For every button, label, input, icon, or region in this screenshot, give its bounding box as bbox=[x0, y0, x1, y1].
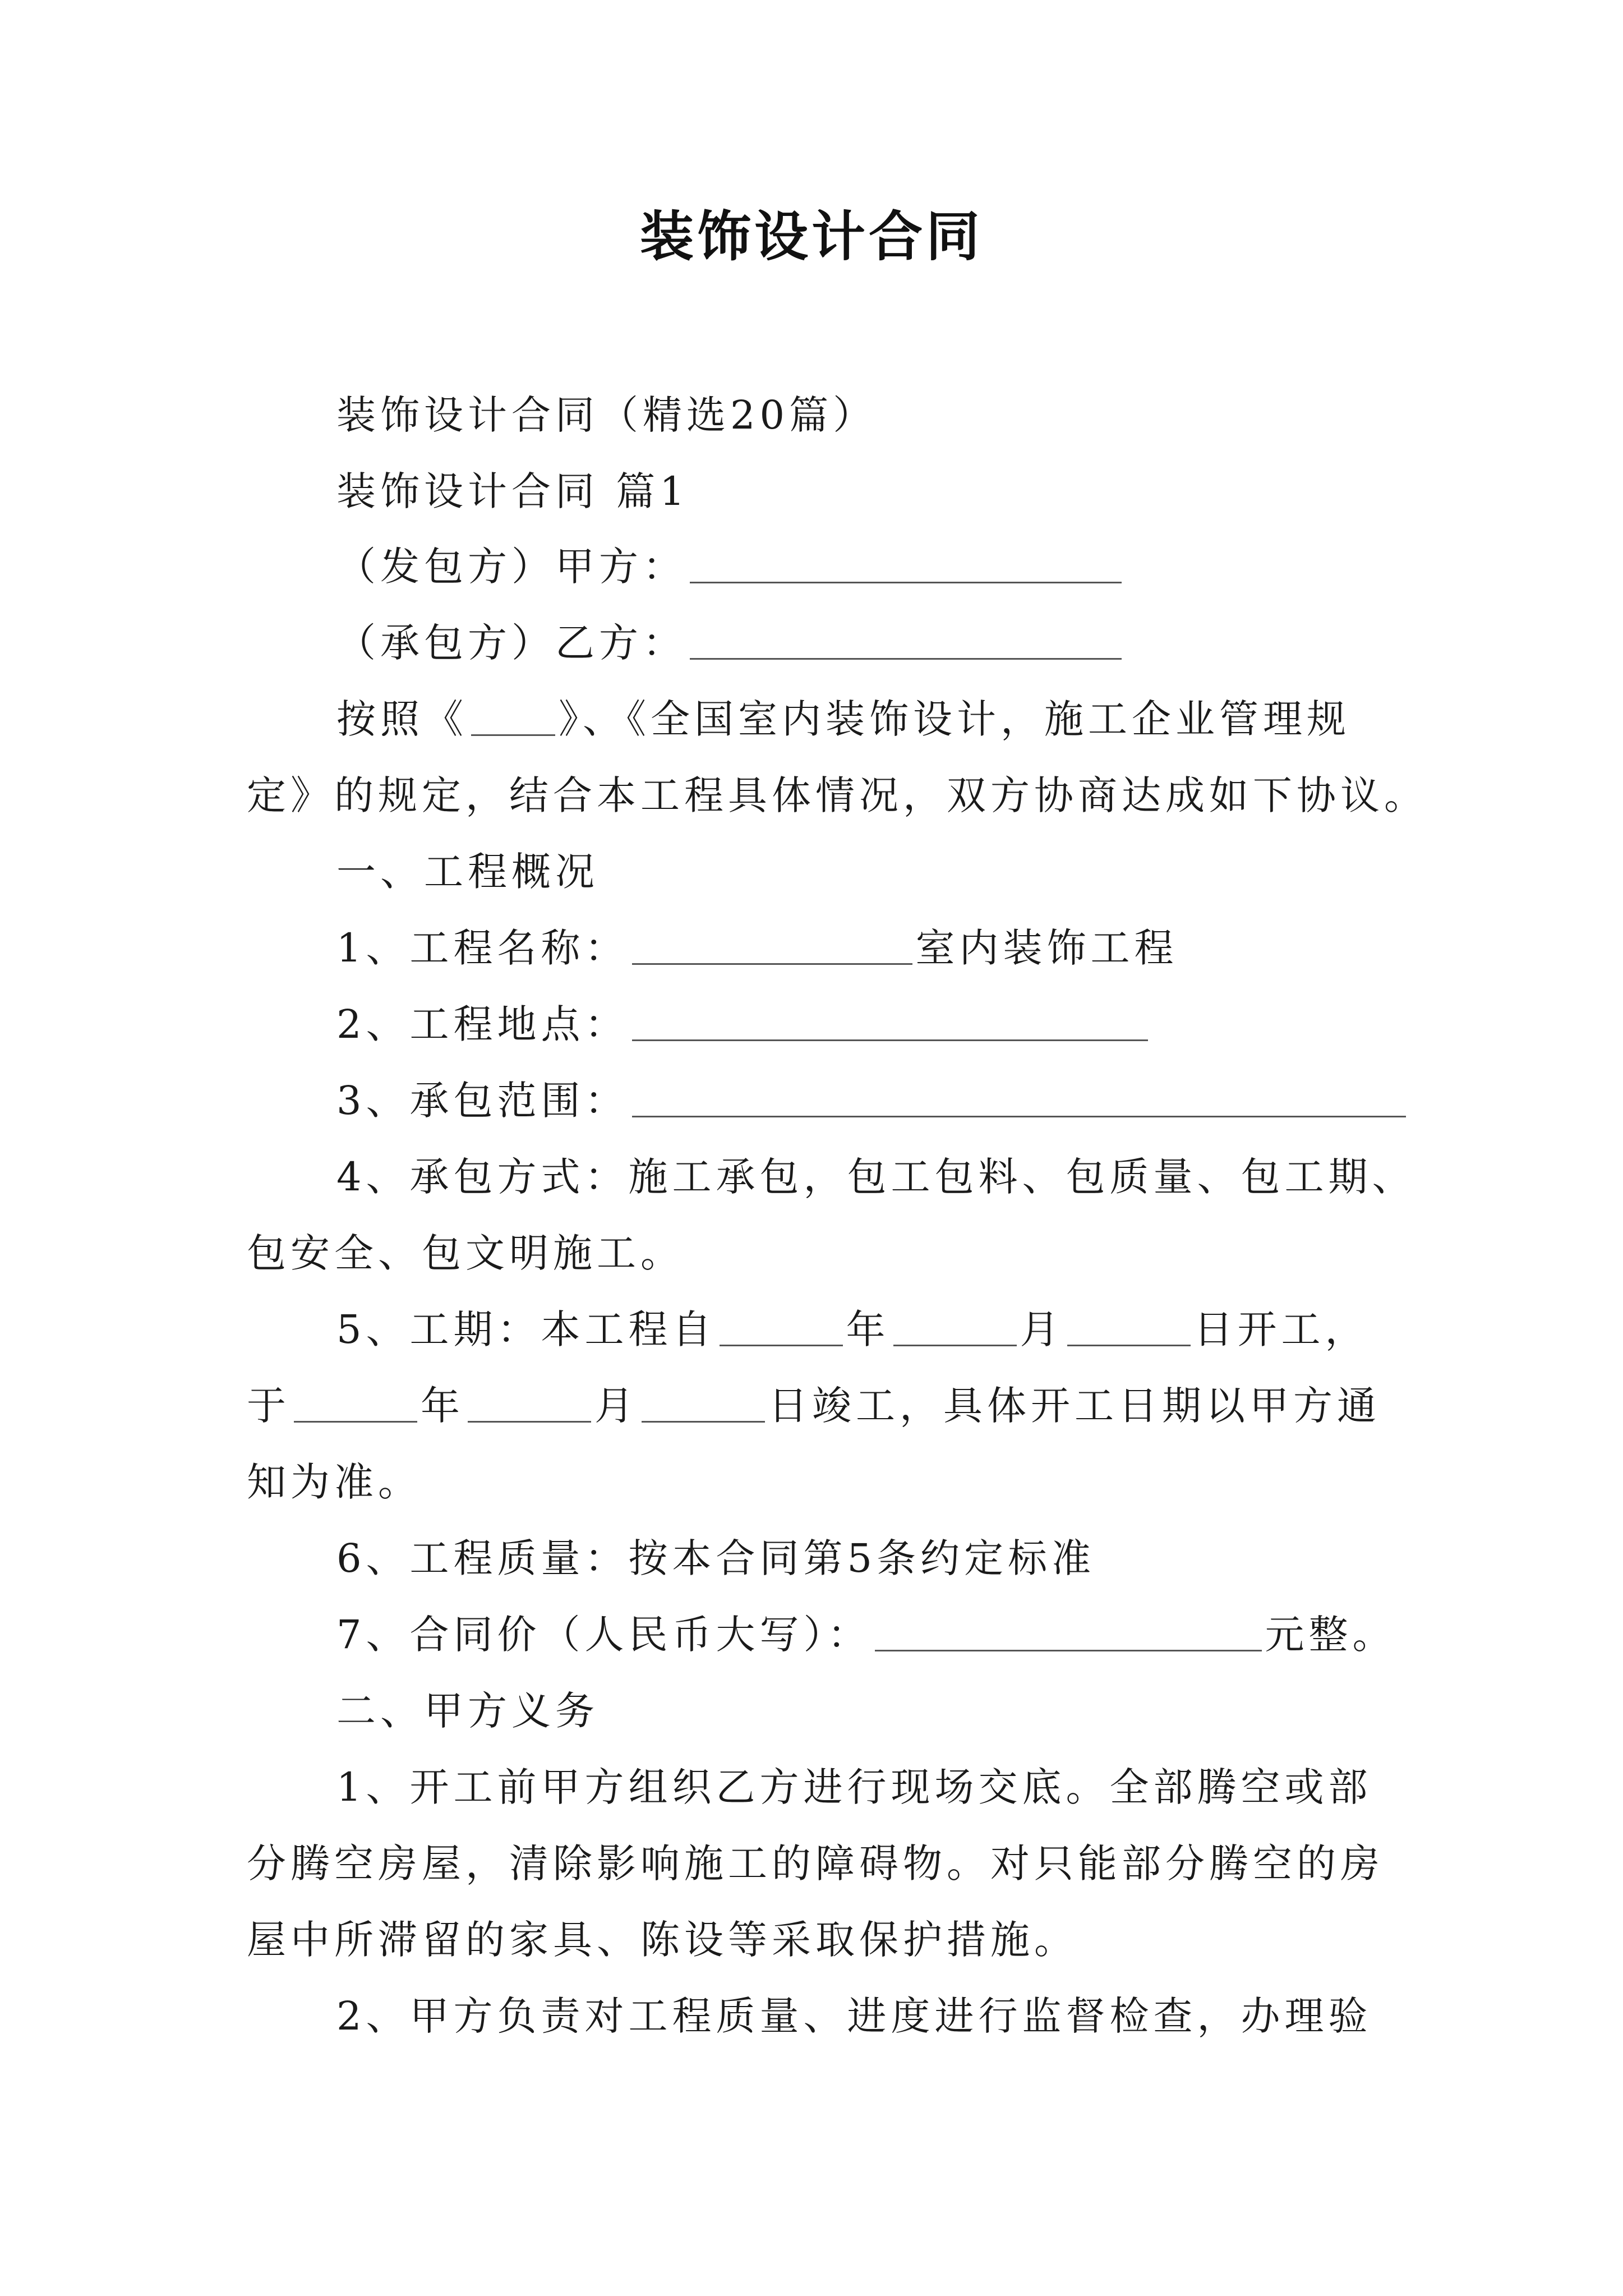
regulation-blank bbox=[471, 700, 555, 736]
paragraph-line: 1、开工前甲方组织乙方进行现场交底。全部腾空或部 bbox=[336, 1764, 1372, 1810]
project-name-line: 1、工程名称： 室内装饰工程 bbox=[336, 925, 1178, 971]
end-month-blank bbox=[468, 1386, 591, 1423]
end-year-blank bbox=[294, 1386, 417, 1423]
project-location-blank bbox=[632, 1005, 1148, 1041]
start-month-blank bbox=[893, 1310, 1017, 1346]
party-a-blank bbox=[690, 547, 1122, 583]
start-year-blank bbox=[720, 1310, 843, 1346]
end-date-line: 于 年 月 日竣工，具体开工日期以甲方通 bbox=[247, 1383, 1381, 1429]
end-day-blank bbox=[642, 1386, 765, 1423]
party-b-blank bbox=[690, 623, 1122, 660]
start-day-blank bbox=[1067, 1310, 1191, 1346]
project-location-line: 2、工程地点： bbox=[336, 996, 1402, 1052]
paragraph-line: 4、承包方式：施工承包，包工包料、包质量、包工期、 bbox=[336, 1154, 1416, 1200]
paragraph-line: 分腾空房屋，清除影响施工的障碍物。对只能部分腾空的房 bbox=[247, 1841, 1384, 1887]
subtitle-line: 装饰设计合同（精选20篇） bbox=[336, 392, 877, 438]
paragraph-line: 按照《 》、《全国室内装饰设计，施工企业管理规 bbox=[336, 696, 1350, 742]
document-title: 装饰设计合同 bbox=[640, 205, 983, 268]
contract-scope-blank bbox=[632, 1081, 1406, 1117]
contract-scope-line: 3、承包范围： bbox=[336, 1073, 1402, 1129]
paragraph-line: 2、甲方负责对工程质量、进度进行监督检查，办理验 bbox=[336, 1993, 1372, 2039]
section-heading: 装饰设计合同 篇1 bbox=[336, 468, 689, 514]
contract-price-line: 7、合同价（人民币大写）： 元整。 bbox=[336, 1612, 1396, 1658]
start-date-line: 5、工期：本工程自 年 月 日开工， bbox=[336, 1306, 1369, 1352]
paragraph-line: 包安全、包文明施工。 bbox=[247, 1230, 684, 1276]
project-name-blank bbox=[632, 928, 912, 965]
paragraph-line: 6、工程质量：按本合同第5条约定标准 bbox=[336, 1535, 1096, 1581]
paragraph-line: 定》的规定，结合本工程具体情况，双方协商达成如下协议。 bbox=[247, 772, 1428, 818]
paragraph-line: 屋中所滞留的家具、陈设等采取保护措施。 bbox=[247, 1917, 1078, 1963]
party-b-line: （承包方）乙方： bbox=[336, 615, 1402, 671]
section-heading: 二、甲方义务 bbox=[336, 1688, 599, 1734]
party-a-line: （发包方）甲方： bbox=[336, 539, 1402, 595]
section-heading: 一、工程概况 bbox=[336, 849, 599, 895]
paragraph-line: 知为准。 bbox=[247, 1459, 422, 1505]
contract-price-blank bbox=[875, 1615, 1262, 1651]
